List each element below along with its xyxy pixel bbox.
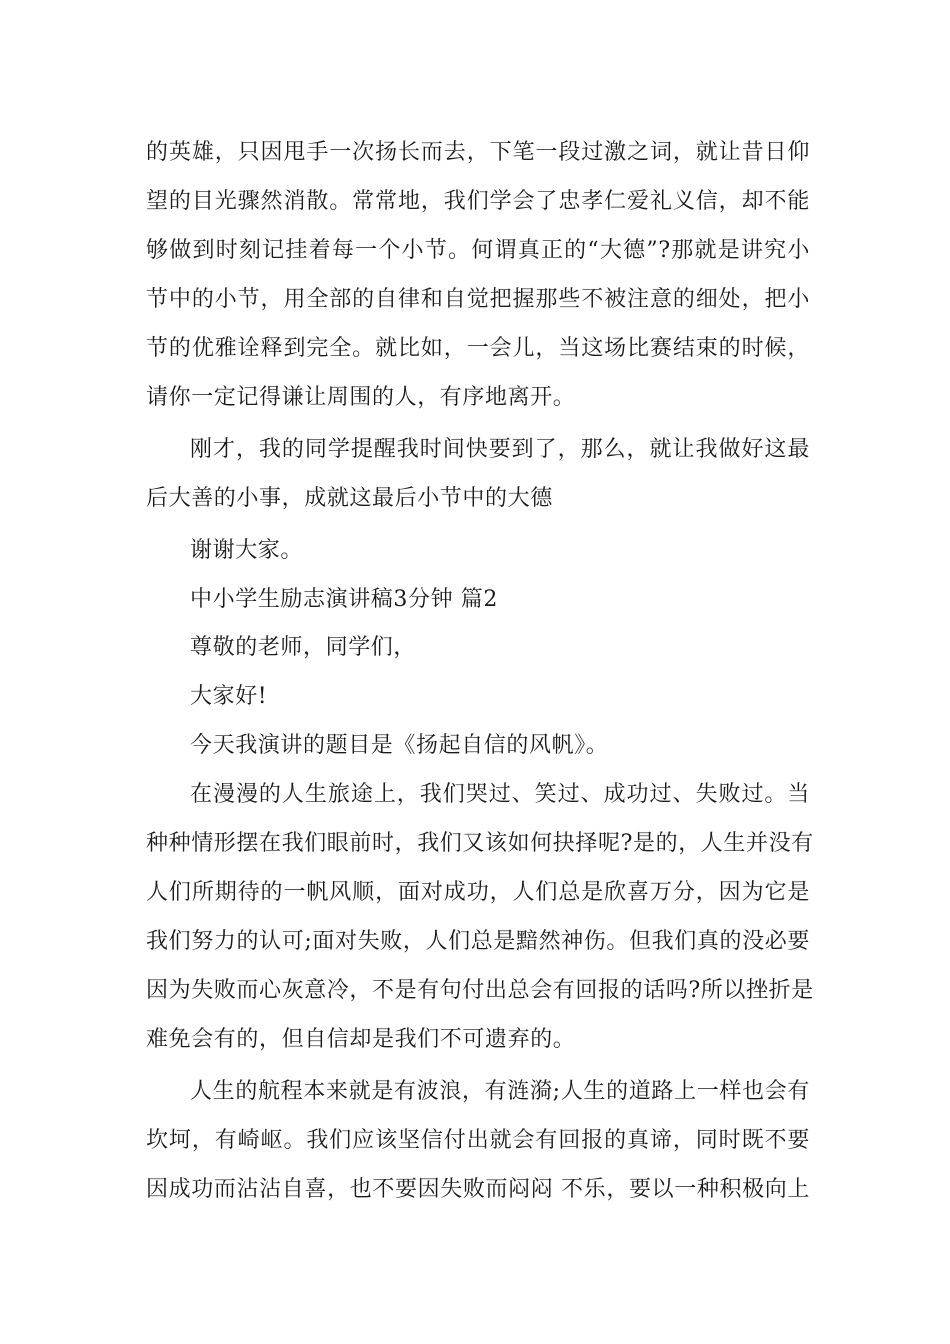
text-line: 我们努力的认可;面对失败，人们总是黯然神伤。但我们真的没必要 bbox=[146, 929, 810, 954]
text-line: 人们所期待的一帆风顺，面对成功，人们总是欣喜万分，因为它是 bbox=[146, 880, 810, 905]
closing-thanks: 谢谢大家。 bbox=[190, 538, 304, 563]
section-heading: 中小学生励志演讲稿3分钟 篇2 bbox=[190, 587, 498, 612]
salutation: 尊敬的老师，同学们， bbox=[190, 635, 417, 660]
text-line: 请你一定记得谦让周围的人，有序地离开。 bbox=[146, 385, 576, 410]
text-line: 后大善的小事，成就这最后小节中的大德 bbox=[146, 486, 553, 511]
text-line: 坎坷，有崎岖。我们应该坚信付出就会有回报的真谛，同时既不要 bbox=[146, 1128, 810, 1153]
text-line: 节的优雅诠释到完全。就比如，一会儿，当这场比赛结束的时候， bbox=[146, 336, 810, 361]
paragraph-first-line: 人生的航程本来就是有波浪，有涟漪;人生的道路上一样也会有 bbox=[190, 1079, 810, 1104]
text-line: 种种情形摆在我们眼前时，我们又该如何抉择呢?是的，人生并没有 bbox=[146, 831, 814, 856]
text-line: 望的目光骤然消散。常常地，我们学会了忠孝仁爱礼义信，却不能 bbox=[146, 189, 810, 214]
text-line: 因为失败而心灰意冷，不是有句付出总会有回报的话吗?所以挫折是 bbox=[146, 978, 814, 1003]
speech-topic: 今天我演讲的题目是《扬起自信的风帆》。 bbox=[190, 733, 609, 758]
text-line: 难免会有的，但自信却是我们不可遗弃的。 bbox=[146, 1027, 576, 1052]
greeting: 大家好! bbox=[190, 684, 268, 709]
paragraph-first-line: 在漫漫的人生旅途上，我们哭过、笑过、成功过、失败过。当 bbox=[190, 782, 810, 807]
text-line: 因成功而沾沾自喜，也不要因失败而闷闷 不乐，要以一种积极向上 bbox=[146, 1177, 810, 1202]
text-line: 节中的小节，用全部的自律和自觉把握那些不被注意的细处，把小 bbox=[146, 287, 810, 312]
paragraph-first-line: 刚才，我的同学提醒我时间快要到了，那么，就让我做好这最 bbox=[190, 437, 810, 462]
text-line: 够做到时刻记挂着每一个小节。何谓真正的“大德”?那就是讲究小 bbox=[146, 238, 810, 263]
text-line: 的英雄，只因甩手一次扬长而去，下笔一段过激之词，就让昔日仰 bbox=[146, 140, 810, 165]
